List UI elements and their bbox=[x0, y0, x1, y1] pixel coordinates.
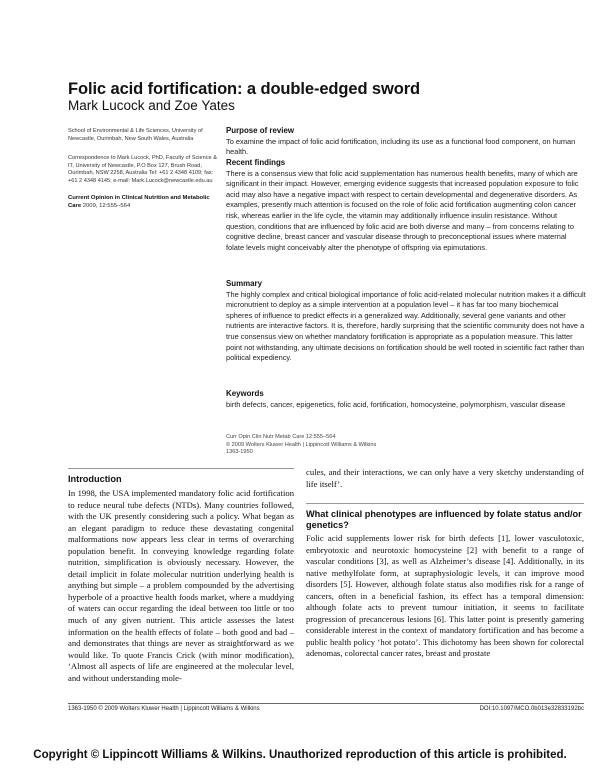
section-divider bbox=[306, 503, 584, 504]
article-title: Folic acid fortification: a double-edged sword bbox=[68, 80, 421, 98]
citation-line: Curr Opin Clin Nutr Metab Care 12:555–564 bbox=[226, 434, 336, 440]
abstract-findings bbox=[226, 158, 586, 253]
citation-line: © 2009 Wolters Kluwer Health | Lippincott Williams & Wilkins bbox=[226, 441, 377, 448]
footer-publisher: 1363-1950 © 2009 Wolters Kluwer Health | Lippincott Williams & Wilkins bbox=[68, 706, 260, 712]
summary-heading: Summary bbox=[226, 279, 262, 288]
keywords-text: birth defects, cancer, epigenetics, folic acid, fortification, homocysteine, polymorphism, vascular disease bbox=[226, 399, 566, 409]
introduction-heading: Introduction bbox=[68, 474, 122, 484]
introduction-text: In 1998, the USA implemented mandatory folic acid fortification to reduce neural tube defects (NTDs). Many countries followed, with the UK presently considering such a policy. What began as an elegant paradigm to reduce these devastating congenital malformations now appears less clear in terms of overarching population benefit. In conveying knowledge regarding folate nutrition, simplification is obviously necessary. However, the detail implicit in folate molecular nutrition underlying health is anything but simple – a problem compounded by the advertising hyperbole of a proactive health foods market, where a muddying of waters can occur regarding the ideal between too little or too much of any given nutrient. This article assesses the latest information on the health effects of folate – both good and bad – and demonstrates that things are never as straightforward as we would like. To quote Francis Crick (with minor modification), ‘Almost all aspects of life are engineered at the molecular level, and without understanding mole- bbox=[68, 488, 294, 683]
footer-doi: DOI:10.1097/MCO.0b013e32833192bc bbox=[479, 706, 584, 712]
abstract-keywords bbox=[226, 389, 586, 410]
findings-heading: Recent findings bbox=[226, 158, 286, 167]
correspondence-info: Correspondence to Mark Lucock, PhD, Faculty of Science & IT, University of Newcastle, P.O Box 127, Brush Road, Ourimbah, NSW 2258, Australia Tel: +61 2 4348 4109; fax: +61 2 4348 4145; e-mail: Mark.Lucock@newcastle.edu.au bbox=[68, 155, 217, 184]
findings-text: There is a consensus view that folic acid supplementation has numerous health benefits, many of which are significant in their impact. However, emerging evidence suggests that increased population exposure to folic acid may also have a negative impact with respect to certain developmental and degenerative disorders. As examples, presently much attention is focused on the role of folic acid fortification augmenting colon cancer risk, whereas earlier in the life cycle, the vitamin may additionally influence insulin resistance. Without question, conditions that are influenced by folic acid are both diverse and many – from concerns relating to cognitive decline, breast cancer and vascular disease through to preconceptional issues where maternal folate levels might conceivably alter the phenotype of offspring via epimutations. bbox=[226, 168, 579, 252]
copyright-notice: Copyright © Lippincott Williams & Wilkins. Unauthorized reproduction of this article is prohibited. bbox=[33, 749, 567, 761]
journal-reference bbox=[68, 195, 218, 210]
summary-text: The highly complex and critical biological importance of folic acid-related molecular nutrition makes it a difficult micronutrient to deploy as a simple intervention at a population level – it has far too many biochemical spheres of influence to predict effects in a generalized way. Additionally, several gene variants and other nutrients are interactive factors. It is, therefore, hardly surprising that the scientific community does not have a true consensus view on whether mandatory fortification is appropriate as a population measure. This latter point not withstanding, any ultimate decisions on fortification should be well rooted in scientific fact rather than political expediency. bbox=[226, 289, 586, 363]
journal-volume: 2009, 12:555–564 bbox=[81, 202, 131, 209]
clinical-phenotypes-text: Folic acid supplements lower risk for birth defects [1], lower vasculotoxic, embryotoxic and neurotoxic homocysteine [2] with benefit to a range of vascular conditions [3], as well as Alzheimer’s disease [4]. Additionally, in its native methylfolate form, at supraphysiologic levels, it can improve mood disorders [5]. However, although folate status also modifies risk for a range of cancers, often in a beneficial fashion, its effect has a temporal dimension: although folate acts to prevent tumour initiation, it seems to facilitate progression of precancerous lesions [6]. This latter point is presently garnering considerable interest in the context of mandatory fortification and has become a public health policy ‘hot potato’. This dichotomy has been shown for colorectal adenomas, colorectal cancer rates, breast and prostate bbox=[306, 533, 584, 659]
citation-line: 1363-1950 bbox=[226, 449, 253, 456]
article-authors: Mark Lucock and Zoe Yates bbox=[68, 98, 235, 113]
journal-name: Current Opinion in Clinical Nutrition and Metabolic Care bbox=[68, 195, 210, 209]
clinical-phenotypes-heading: What clinical phenotypes are influenced by folate status and/or genetics? bbox=[306, 509, 582, 531]
abstract-summary bbox=[226, 279, 586, 364]
section-divider bbox=[68, 468, 294, 469]
abstract-purpose bbox=[226, 126, 586, 158]
footer-divider bbox=[68, 703, 584, 704]
purpose-heading: Purpose of review bbox=[226, 126, 294, 135]
purpose-text: To examine the impact of folic acid fortification, including its use as a functional food component, on human health. bbox=[226, 136, 576, 157]
author-affiliation: School of Environmental & Life Sciences, University of Newcastle, Ourimbah, New South Wales, Australia bbox=[68, 128, 203, 142]
introduction-continuation: cules, and their interactions, we can only have a very sketchy understanding of life itself’. bbox=[306, 467, 584, 489]
citation-info bbox=[226, 434, 376, 457]
keywords-heading: Keywords bbox=[226, 389, 264, 398]
